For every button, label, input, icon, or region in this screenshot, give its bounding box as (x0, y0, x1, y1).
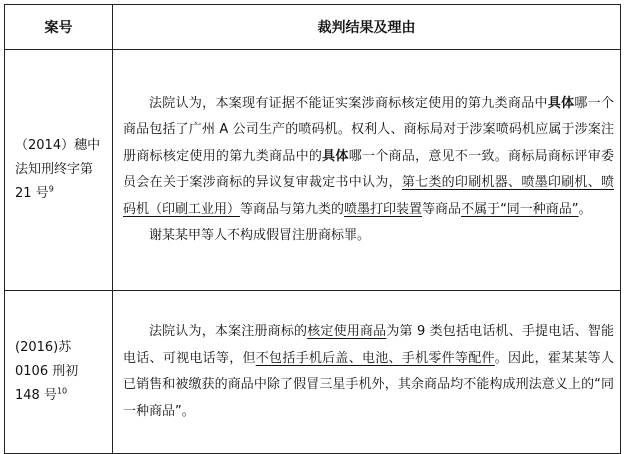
header-case-no: 案号 (5, 5, 113, 50)
text-run: 哪一个商品，意见不一致。商标局商标评审委员会在关于案涉商标的异议复审裁定书中认为， (123, 148, 614, 190)
header-row (5, 5, 621, 50)
conclusion-paragraph: 谢某某甲等人不构成假冒注册商标罪。 (149, 228, 371, 243)
case-number: （2014）穗中法知刑终字第 21 号 (15, 138, 101, 201)
text-run: 等商品与第九类的 (240, 201, 345, 217)
text-run: 哪一个商品包括了广州 A 公司生产的喷码机。权利人、商标局对于涉案喷码机应属于涉案注册商标核定使用的第九类商品中的 (123, 95, 614, 164)
underlined-text: 喷墨打印装置 (344, 201, 423, 217)
table-row (5, 50, 621, 291)
reasoning-paragraph (123, 319, 614, 425)
text-run: 等商品 (422, 201, 462, 217)
bold-text: 具体 (547, 95, 575, 111)
underlined-text: 不属于“同一种商品” (461, 201, 579, 217)
underlined-text: 不包括手机后盖、电池、手机零件等配件 (255, 350, 495, 366)
result-cell (113, 50, 621, 291)
text-run: 法院认为，本案现有证据不能证实案涉商标核定使用的第九类商品中 (149, 95, 548, 111)
underlined-text: 第七类的印刷机器、喷墨印刷机、喷码机（印刷工业用） (123, 175, 614, 217)
text-run: 为第 9 类包括电话机、手提电话、智能电话、可视电话等，但 (123, 324, 614, 366)
case-table (4, 4, 621, 454)
case-number: (2016)苏 0106 刑初 148 号 (15, 340, 79, 403)
footnote-marker: 10 (56, 386, 68, 396)
bold-text: 具体 (322, 148, 349, 164)
text-run: 法院认为，本案注册商标的 (149, 324, 308, 339)
text-run: 。 (578, 201, 592, 217)
underlined-text: 核定使用商品 (307, 324, 387, 339)
text-run: 。因此，霍某某等人已销售和被缴获的商品中除了假冒三星手机外，其余商品均不能构成刑法意义上的“同一种商品”。 (123, 350, 614, 419)
table-row (5, 291, 621, 454)
case-number-cell (5, 50, 113, 291)
header-result: 裁判结果及理由 (113, 5, 621, 50)
result-cell (113, 291, 621, 454)
case-number-cell (5, 291, 113, 454)
footnote-marker: 9 (48, 184, 54, 194)
reasoning-paragraph (123, 91, 614, 224)
